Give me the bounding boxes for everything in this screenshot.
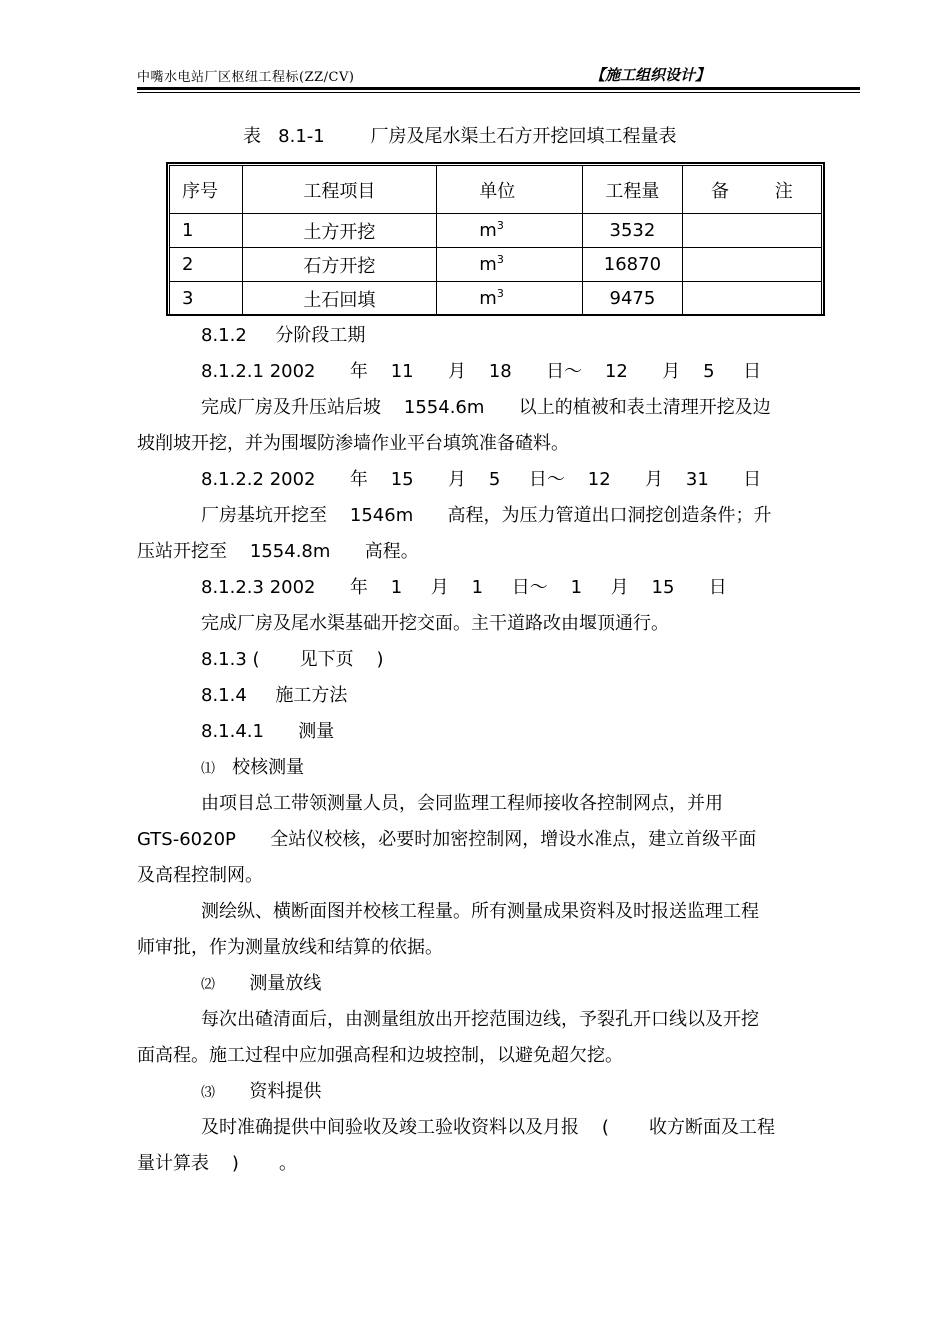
cell-note [682, 214, 821, 248]
header-cell-no: 序号 [170, 166, 243, 214]
header-cell-unit: 单位 [437, 166, 583, 214]
subheading-data-provision [137, 1080, 924, 1105]
table-header-row [170, 166, 822, 214]
subheading-survey-layout [137, 972, 924, 997]
unit-base: m [479, 288, 497, 309]
section-heading-8-1-2: 8.1.2 分阶段工期 [201, 325, 366, 346]
header-project-title: 中嘴水电站厂区枢纽工程标(ZZ/CV) [137, 70, 355, 85]
cell-note [682, 282, 821, 316]
paragraph-line: 及高程控制网。 [137, 865, 263, 886]
table-row [170, 214, 822, 248]
header-cell-note: 备 注 [682, 166, 821, 214]
cell-item: 土石回填 [242, 282, 437, 316]
unit-base: m [479, 220, 497, 241]
cell-unit [437, 282, 583, 316]
header-section-title: 【施工组织设计】 [590, 66, 711, 84]
paragraph-line: 量计算表 ) 。 [137, 1153, 297, 1174]
paragraph-line: 面高程。施工过程中应加强高程和边坡控制，以避免超欠挖。 [137, 1045, 623, 1066]
schedule-line-8-1-2-3: 8.1.2.3 2002 年 1 月 1 日～ 1 月 15 日 [201, 577, 727, 598]
section-heading-8-1-3: 8.1.3 ( 见下页 ) [201, 649, 384, 670]
schedule-line-8-1-2-2: 8.1.2.2 2002 年 15 月 5 日～ 12 月 31 日 [201, 469, 762, 490]
paragraph-line: GTS-6020P 全站仪校核，必要时加密控制网，增设水准点，建立首级平面 [137, 829, 757, 850]
paragraph-line: 完成厂房及升压站后坡 1554.6m 以上的植被和表土清理开挖及边 [201, 397, 771, 418]
unit-exponent: 3 [496, 253, 504, 266]
paragraph-line: 压站开挖至 1554.8m 高程。 [137, 541, 419, 562]
cell-item: 石方开挖 [242, 248, 437, 282]
cell-unit [437, 214, 583, 248]
cell-unit [437, 248, 583, 282]
paragraph-line: 完成厂房及尾水渠基础开挖交面。主干道路改由堰顶通行。 [201, 613, 669, 634]
paragraph-line: 由项目总工带领测量人员，会同监理工程师接收各控制网点，并用 [201, 793, 723, 814]
paragraph-line: 每次出碴清面后，由测量组放出开挖范围边线，予裂孔开口线以及开挖 [201, 1009, 759, 1030]
header-cell-item: 工程项目 [242, 166, 437, 214]
unit-exponent: 3 [496, 219, 504, 232]
header-cell-qty: 工程量 [583, 166, 683, 214]
item-number: ⑴ [201, 761, 215, 777]
subheading-check-survey [137, 756, 924, 781]
table-row [170, 248, 822, 282]
cell-item: 土方开挖 [242, 214, 437, 248]
schedule-line-8-1-2-1: 8.1.2.1 2002 年 11 月 18 日～ 12 月 5 日 [201, 361, 762, 382]
cell-no: 3 [170, 282, 243, 316]
cell-no: 1 [170, 214, 243, 248]
item-number: ⑶ [201, 1085, 215, 1101]
item-title: 测量放线 [215, 973, 322, 994]
paragraph-line: 厂房基坑开挖至 1546m 高程，为压力管道出口洞挖创造条件；升 [201, 505, 772, 526]
header-rule-thin [137, 92, 860, 93]
paragraph-line: 师审批，作为测量放线和结算的依据。 [137, 937, 443, 958]
quantity-table [169, 165, 822, 316]
cell-no: 2 [170, 248, 243, 282]
cell-note [682, 248, 821, 282]
cell-qty: 16870 [583, 248, 683, 282]
table-caption: 表 8.1-1 厂房及尾水渠土石方开挖回填工程量表 [243, 126, 677, 147]
item-number: ⑵ [201, 977, 215, 993]
paragraph-line: 及时准确提供中间验收及竣工验收资料以及月报 ( 收方断面及工程 [201, 1117, 775, 1138]
item-title: 资料提供 [215, 1081, 322, 1102]
section-heading-8-1-4: 8.1.4 施工方法 [201, 685, 348, 706]
table-row [170, 282, 822, 316]
unit-base: m [479, 254, 497, 275]
paragraph-line: 测绘纵、横断面图并校核工程量。所有测量成果资料及时报送监理工程 [201, 901, 759, 922]
item-title: 校核测量 [215, 757, 305, 778]
cell-qty: 3532 [583, 214, 683, 248]
cell-qty: 9475 [583, 282, 683, 316]
header-rule-thick [137, 87, 860, 90]
unit-exponent: 3 [496, 287, 504, 300]
section-heading-8-1-4-1: 8.1.4.1 测量 [201, 721, 335, 742]
paragraph-line: 坡削坡开挖，并为围堰防渗墙作业平台填筑准备碴料。 [137, 433, 569, 454]
